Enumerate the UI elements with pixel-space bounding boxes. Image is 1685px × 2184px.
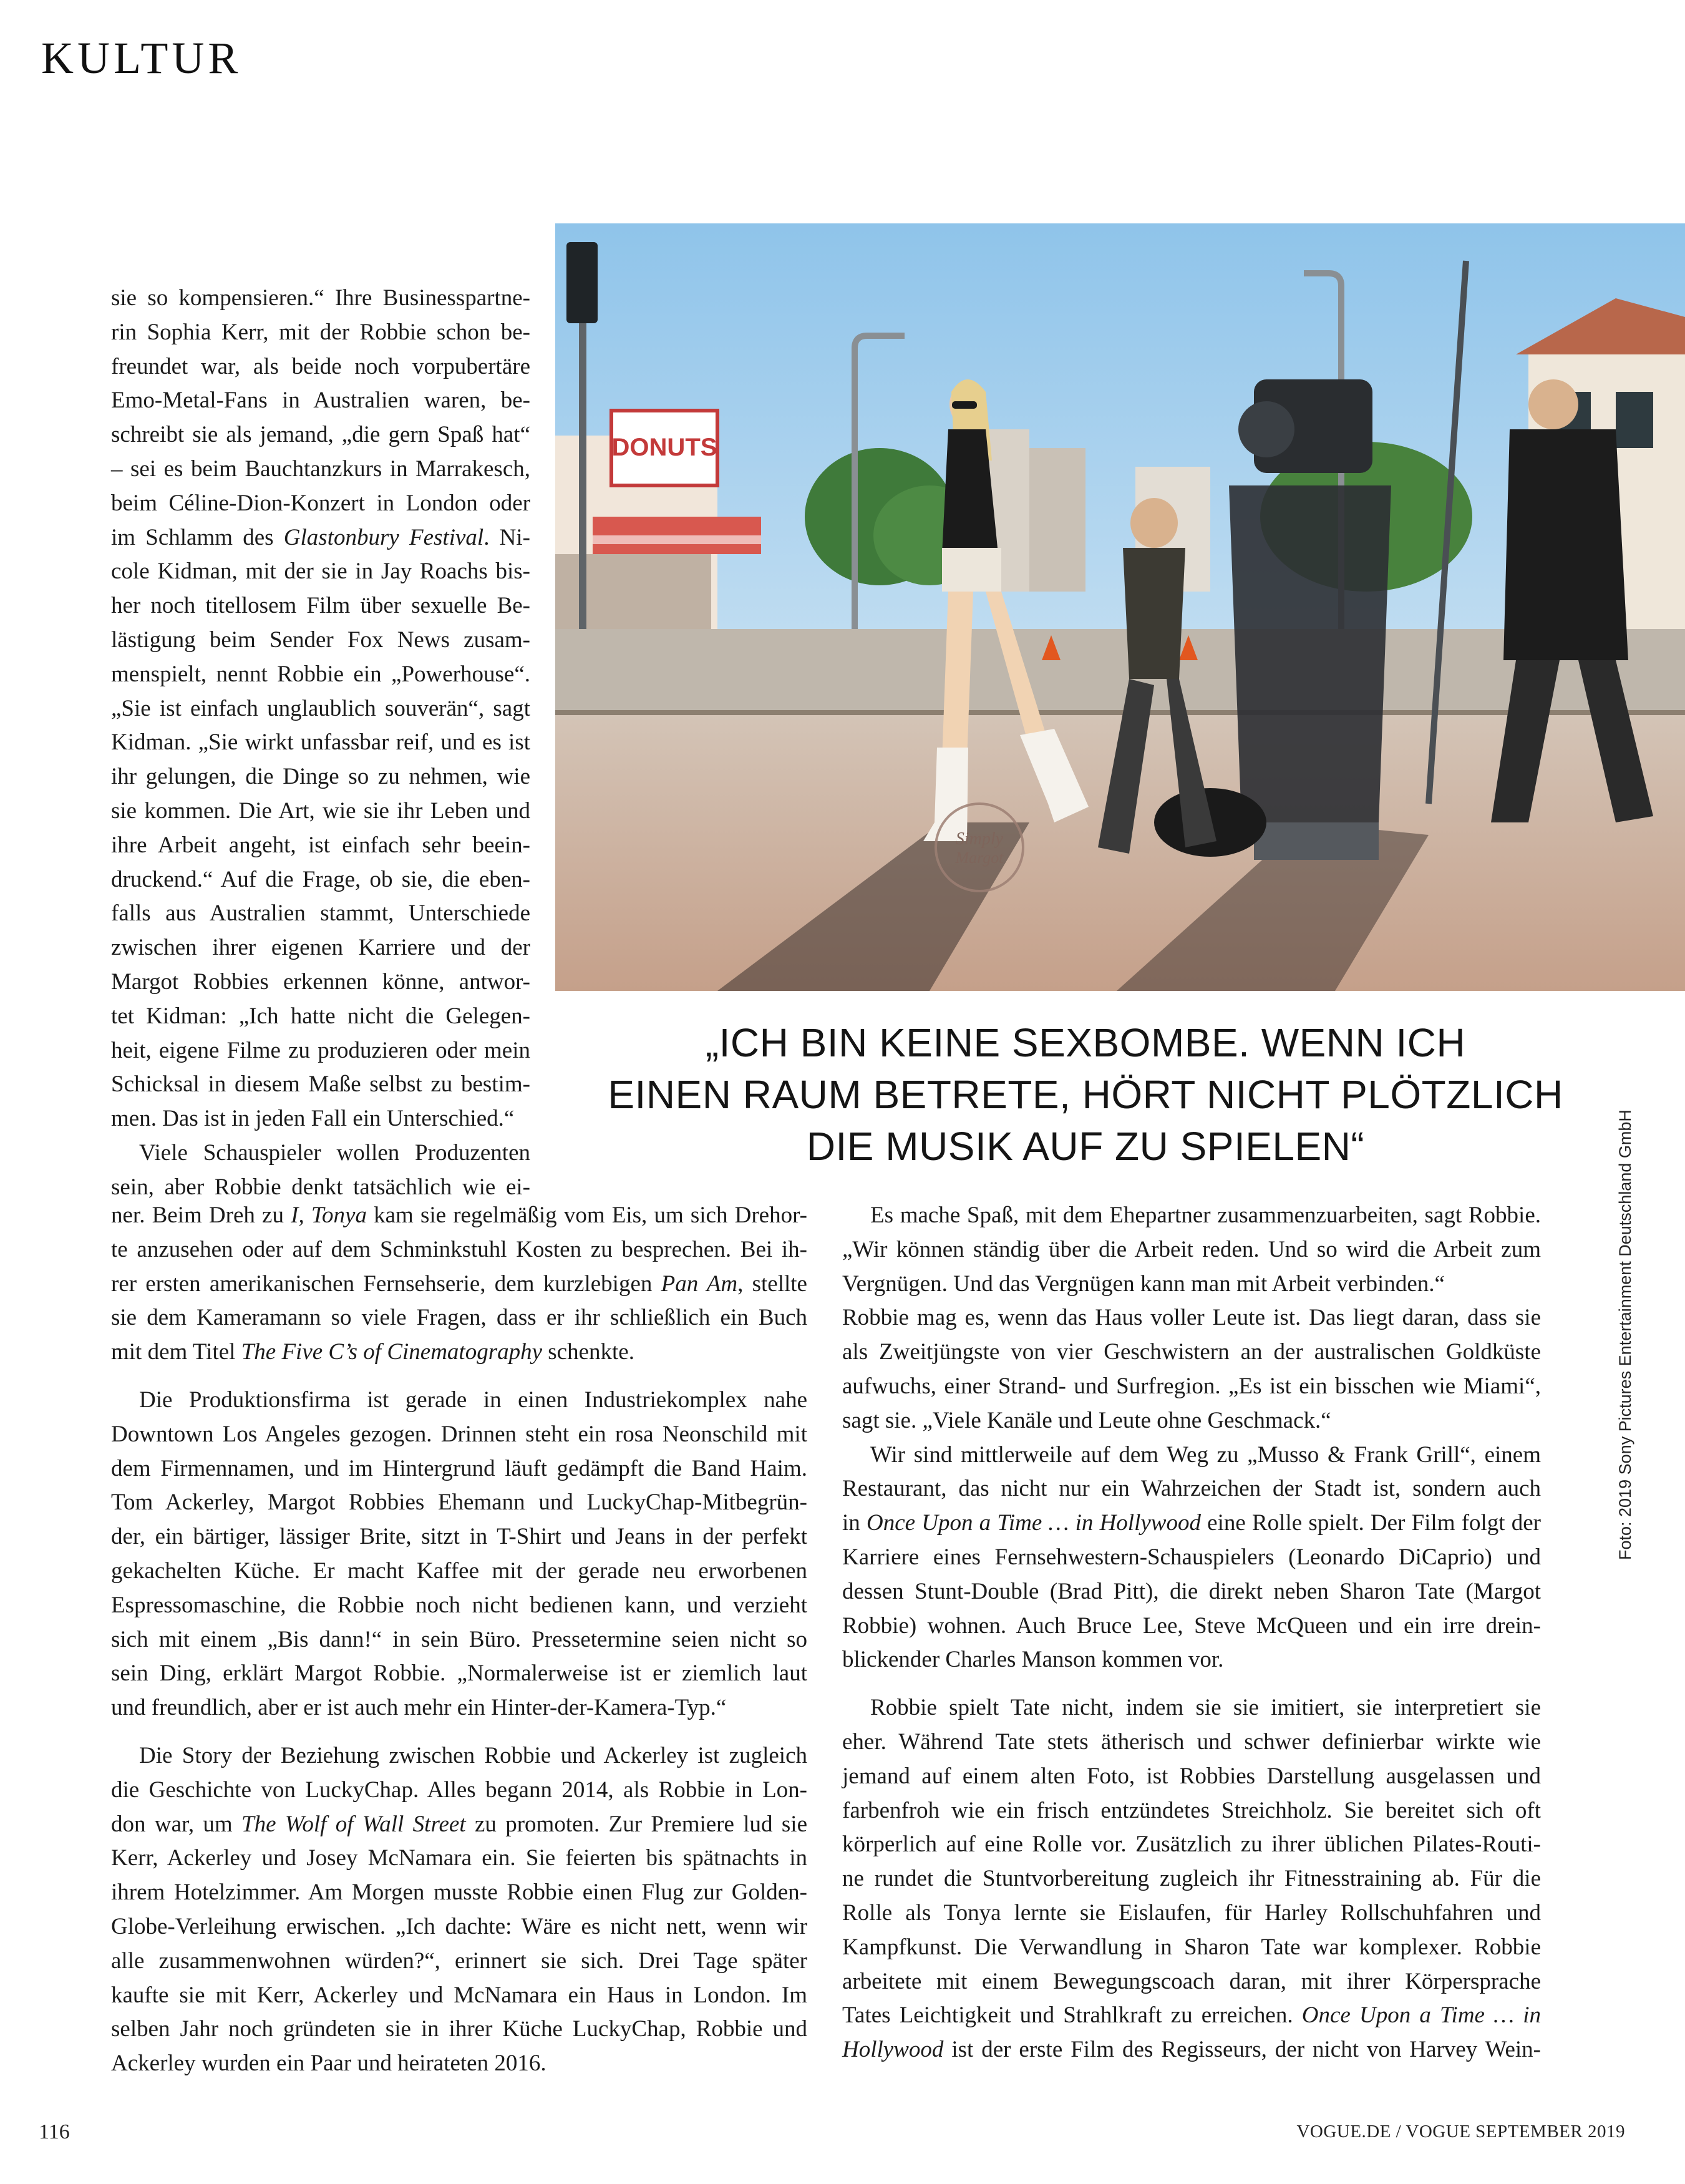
series-title: Pan Am	[661, 1270, 738, 1297]
text-line: kaufte sie mit Kerr, Ackerley und McNamara ein Haus in London. Im	[111, 1982, 807, 2008]
text-line: Kidman. „Sie wirkt unfassbar reif, und es ist	[111, 729, 530, 756]
book-title: The Five C’s of Cinematography	[241, 1339, 543, 1365]
text-run: kam sie regelmäßig vom Eis, um sich Drehor-	[366, 1202, 807, 1228]
film-title: I, Tonya	[291, 1202, 367, 1228]
pull-quote-line: „ICH BIN KEINE SEXBOMBE. WENN ICH	[705, 1020, 1466, 1065]
text-line: Margot Robbies erkennen könne, antwor-	[111, 968, 530, 995]
text-line: zwischen ihrer eigenen Karriere und der	[111, 935, 530, 961]
text-line	[111, 1199, 807, 1233]
page-number: 116	[39, 2120, 70, 2143]
text-line: eher. Während Tate stets ätherisch und schwer definierbar wirkte wie	[842, 1728, 1541, 1755]
text-line	[111, 521, 530, 555]
text-line	[111, 1267, 807, 1302]
text-line: Robbie spielt Tate nicht, indem sie sie imitiert, sie interpretiert sie	[870, 1695, 1541, 1721]
text-run: zu promoten. Zur Premiere lud sie	[465, 1811, 807, 1837]
text-line: Restaurant, das nicht nur ein Wahrzeichen der Stadt ist, sondern auch	[842, 1476, 1541, 1502]
text-line: Die Story der Beziehung zwischen Robbie und Ackerley ist zugleich	[139, 1742, 807, 1768]
film-title: The Wolf of Wall Street	[241, 1811, 466, 1837]
footer-issue-label: VOGUE SEPTEMBER 2019	[1406, 2122, 1625, 2142]
text-line: ihrem Hotelzimmer. Am Morgen musste Robbie einen Flug zur Golden-	[111, 1879, 807, 1906]
text-line: falls aus Australien stammt, Unterschiede	[111, 900, 530, 927]
text-run: rer ersten amerikanischen Fernsehserie, dem kurzlebigen	[111, 1270, 661, 1297]
text-line: blickender Charles Manson kommen vor.	[842, 1647, 1224, 1673]
text-line: Es mache Spaß, mit dem Ehepartner zusammenzuarbeiten, sagt Robbie.	[870, 1202, 1541, 1228]
text-line: gekachelten Küche. Er macht Kaffee mit der gerade neu erworbenen	[111, 1558, 807, 1584]
text-line: Kerr, Ackerley und Josey McNamara ein. Sie feierten bis spätnachts in	[111, 1845, 807, 1871]
text-line: dem Firmennamen, und im Hintergrund läuft gedämpft die Band Haim.	[111, 1455, 807, 1481]
text-line: Ackerley wurden ein Paar und heirateten 2016.	[111, 2050, 546, 2077]
text-run: , stellte	[737, 1270, 807, 1297]
text-line	[842, 1506, 1541, 1541]
footer-separator: /	[1396, 2122, 1406, 2142]
text-line: schreibt sie als jemand, „die gern Spaß hat“	[111, 422, 530, 448]
text-line	[842, 2033, 1541, 2067]
text-line: cole Kidman, mit der sie in Jay Roachs bis-	[111, 558, 530, 585]
text-line: Robbie mag es, wenn das Haus voller Leute ist. Das liegt daran, dass sie	[842, 1305, 1541, 1331]
film-title: Once Upon a Time … in Hollywood	[866, 1510, 1201, 1536]
pull-quote	[549, 1017, 1622, 1172]
footer-issue	[1296, 2122, 1625, 2142]
text-line: freundet war, als beide noch vorpubertäre	[111, 353, 530, 379]
text-line: sich mit einem „Bis dann!“ in sein Büro. Pressetermine seien nicht so	[111, 1626, 807, 1652]
text-run: in	[842, 1510, 867, 1536]
text-run: don war, um	[111, 1811, 242, 1837]
text-line: „Sie ist einfach unglaublich souverän“, sagt	[111, 695, 530, 721]
text-line: beim Céline-Dion-Konzert in London oder	[111, 490, 530, 516]
text-line: selben Jahr noch gründeten sie in ihrer Küche LuckyChap, Robbie und	[111, 2016, 807, 2042]
section-label: KULTUR	[41, 33, 242, 83]
pull-quote-line: DIE MUSIK AUF ZU SPIELEN“	[806, 1124, 1365, 1169]
text-line: dessen Stunt-Double (Brad Pitt), die direkt neben Sharon Tate (Margot	[842, 1578, 1541, 1604]
text-line: sein, aber Robbie denkt tatsächlich wie ei-	[111, 1174, 530, 1200]
text-line: farbenfroh wie ein frisch entzündetes Streichholz. Sie bereitet sich oft	[842, 1797, 1541, 1823]
text-line: die Geschichte von LuckyChap. Alles begann 2014, als Robbie in Lon-	[111, 1777, 807, 1803]
film-title: Once Upon a Time … in	[1301, 2002, 1541, 2029]
text-line: und freundlich, aber er ist auch mehr ein Hinter-der-Kamera-Typ.“	[111, 1695, 727, 1721]
text-line: Karriere eines Fernsehwestern-Schauspielers (Leonardo DiCaprio) und	[842, 1544, 1541, 1570]
text-line: alle zusammenwohnen würden?“, erinnert sie sich. Drei Tage später	[111, 1948, 807, 1974]
text-line	[111, 1808, 807, 1842]
text-line: Globe-Verleihung erwischen. „Ich dachte: Wäre es nicht nett, wenn wir	[111, 1913, 807, 1939]
left-column	[111, 1199, 807, 2081]
text-line: sein Ding, erklärt Margot Robbie. „Normalerweise ist er ziemlich laut	[111, 1660, 807, 1687]
text-line: jemand auf einem alten Foto, ist Robbies Darstellung ausgelassen und	[842, 1763, 1541, 1789]
text-line: ihr gelungen, die Dinge so zu nehmen, wie	[111, 764, 530, 790]
text-line: men. Das ist in jeden Fall ein Unterschied.“	[111, 1106, 515, 1132]
text-line	[111, 1335, 807, 1370]
text-line: Emo-Metal-Fans in Australien waren, be-	[111, 388, 530, 414]
text-line	[842, 1999, 1541, 2033]
text-run: . Ni-	[483, 524, 530, 550]
text-line: sie so kompensieren.“ Ihre Businesspartne-	[111, 285, 530, 311]
right-column	[842, 1199, 1541, 2067]
text-line: Tom Ackerley, Margot Robbies Ehemann und LuckyChap-Mitbegrün-	[111, 1489, 807, 1516]
text-line: rin Sophia Kerr, mit der Robbie schon be-	[111, 319, 530, 345]
text-line: als Zweitjüngste von vier Geschwistern an der australischen Goldküste	[842, 1339, 1541, 1365]
festival-title: Glastonbury Festival	[283, 524, 484, 550]
text-line: druckend.“ Auf die Frage, ob sie, die eben-	[111, 866, 530, 892]
text-line: te anzusehen oder auf dem Schminkstuhl Kosten zu besprechen. Bei ih-	[111, 1236, 807, 1262]
film-set-illustration	[555, 223, 1685, 991]
text-line: Wir sind mittlerweile auf dem Weg zu „Musso & Frank Grill“, einem	[870, 1441, 1541, 1468]
footer-site: VOGUE.DE	[1296, 2122, 1391, 2142]
film-title: Hollywood	[842, 2037, 944, 2063]
text-line: aufwuchs, einer Strand- und Surfregion. „Es ist ein bisschen wie Miami“,	[842, 1373, 1541, 1399]
text-line: lästigung beim Sender Fox News zusam-	[111, 626, 530, 653]
donuts-sign: DONUTS	[611, 434, 717, 461]
text-line: Viele Schauspieler wollen Produzenten	[139, 1139, 530, 1166]
text-line: heit, eigene Filme zu produzieren oder mein	[111, 1037, 530, 1063]
narrow-column	[111, 281, 530, 1205]
text-line: arbeitete mit einem Bewegungscoach daran, mit ihrer Körpersprache	[842, 1968, 1541, 1994]
text-line: sagt sie. „Viele Kanäle und Leute ohne Geschmack.“	[842, 1407, 1331, 1433]
text-line: sie dem Kameramann so viele Fragen, dass er ihr schließlich ein Buch	[111, 1305, 807, 1331]
text-run: ner. Beim Dreh zu	[111, 1202, 291, 1228]
text-line: Robbie) wohnen. Auch Bruce Lee, Steve McQueen und ein irre drein-	[842, 1612, 1541, 1639]
text-line: Schicksal in diesem Maße selbst zu bestim-	[111, 1071, 530, 1098]
text-line: sie kommen. Die Art, wie sie ihr Leben und	[111, 797, 530, 824]
text-line: Kampfkunst. Die Verwandlung in Sharon Tate war komplexer. Robbie	[842, 1934, 1541, 1960]
text-line: Rolle als Tonya lernte sie Eislaufen, für Harley Rollschuhfahren und	[842, 1899, 1541, 1926]
text-line: ne rundet die Stuntvorbereitung zugleich ihr Fitnesstraining ab. Für die	[842, 1866, 1541, 1892]
text-run: ist der erste Film des Regisseurs, der nicht von Harvey Wein-	[943, 2037, 1541, 2063]
text-line: der, ein bärtiger, lässiger Brite, sitzt in T-Shirt und Jeans in der perfekt	[111, 1524, 807, 1550]
text-line: ihre Arbeit angeht, ist einfach sehr beein-	[111, 832, 530, 858]
text-run: eine Rolle spielt. Der Film folgt der	[1200, 1510, 1542, 1536]
text-line: tet Kidman: „Ich hatte nicht die Gelegen-	[111, 1003, 530, 1029]
text-line: „Wir können ständig über die Arbeit reden. Und so wird die Arbeit zum	[842, 1236, 1541, 1262]
text-line: Die Produktionsfirma ist gerade in einen Industriekomplex nahe	[139, 1387, 807, 1413]
text-line: Downtown Los Angeles gezogen. Drinnen steht ein rosa Neonschild mit	[111, 1421, 807, 1447]
text-line: her noch titellosem Film über sexuelle Be-	[111, 593, 530, 619]
photo-credit: Foto: 2019 Sony Pictures Entertainment Deutschland GmbH	[1616, 1109, 1634, 1560]
stamp-text-top: Simply	[955, 829, 1004, 849]
text-line: – sei es beim Bauchtanzkurs in Marrakesch,	[111, 456, 530, 482]
pull-quote-line: EINEN RAUM BETRETE, HÖRT NICHT PLÖTZLICH	[608, 1072, 1563, 1117]
text-line: Vergnügen. Und das Vergnügen kann man mit Arbeit verbinden.“	[842, 1270, 1445, 1297]
text-line: menspielt, nennt Robbie ein „Powerhouse“.	[111, 661, 530, 687]
text-run: Tates Leichtigkeit und Strahlkraft zu erreichen.	[842, 2002, 1302, 2029]
film-set-photo	[555, 223, 1685, 991]
text-run: schenkte.	[542, 1339, 634, 1365]
text-line: körperlich auf eine Rolle vor. Zusätzlich zu ihrer üblichen Pilates-Routi-	[842, 1831, 1541, 1858]
text-run: im Schlamm des	[111, 524, 284, 550]
text-line: Espressomaschine, die Robbie noch nicht bedienen kann, und verzieht	[111, 1592, 807, 1618]
text-run: mit dem Titel	[111, 1339, 241, 1365]
stamp-text-bottom: Margot	[955, 849, 1004, 867]
